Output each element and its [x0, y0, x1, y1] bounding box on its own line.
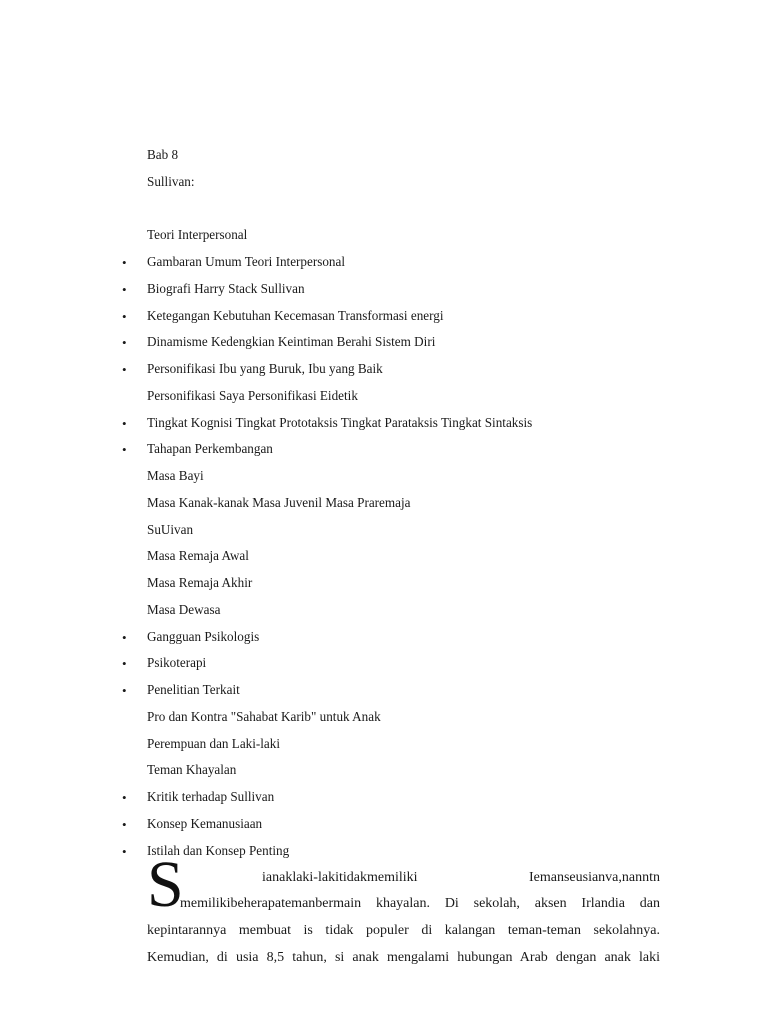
outline-bullet-item: Personifikasi Ibu yang Buruk, Ibu yang Baik	[147, 362, 383, 377]
outline-bullet-item: Dinamisme Kedengkian Keintiman Berahi Sistem Diri	[147, 335, 436, 350]
outline-bullet-item: Psikoterapi	[147, 656, 207, 671]
bullet-marker: •	[122, 442, 127, 457]
paragraph-line-1-left: ianaklaki-lakitidakmemiliki	[262, 870, 418, 885]
outline-bullet-item: Konsep Kemanusiaan	[147, 817, 263, 832]
chapter-label: Bab 8	[147, 148, 179, 163]
paragraph-line-1-right: Iemanseusianva,nanntn	[528, 870, 660, 885]
outline-sub-item: Masa Remaja Akhir	[147, 576, 253, 591]
paragraph-line-4: Kemudian, di usia 8,5 tahun, si anak mengalami hubungan Arab dengan anak laki	[147, 950, 660, 965]
drop-cap: S	[147, 848, 184, 921]
bullet-marker: •	[122, 362, 127, 377]
bullet-marker: •	[122, 656, 127, 671]
outline-sub-item: SuUivan	[147, 523, 194, 538]
bullet-marker: •	[122, 844, 127, 859]
outline-bullet-item: Penelitian Terkait	[147, 683, 240, 698]
outline-bullet-item: Kritik terhadap Sullivan	[147, 790, 275, 805]
outline-bullet-item: Gangguan Psikologis	[147, 630, 260, 645]
outline-sub-item: Masa Dewasa	[147, 603, 221, 618]
bullet-marker: •	[122, 335, 127, 350]
outline-bullet-item: Gambaran Umum Teori Interpersonal	[147, 255, 346, 270]
outline-sub-item: Masa Kanak-kanak Masa Juvenil Masa Praremaja	[147, 496, 411, 511]
outline-sub-item: Masa Bayi	[147, 469, 204, 484]
outline-sub-item: Personifikasi Saya Personifikasi Eidetik	[147, 389, 358, 404]
paragraph-line-3: kepintarannya membuat is tidak populer di kalangan teman-teman sekolahnya.	[147, 923, 660, 938]
outline-bullet-item: Biografi Harry Stack Sullivan	[147, 282, 305, 297]
paragraph-line-2: memilikibeherapatemanbermain khayalan. Di sekolah, aksen Irlandia dan	[180, 896, 660, 911]
bullet-marker: •	[122, 683, 127, 698]
outline-bullet-item: Ketegangan Kebutuhan Kecemasan Transformasi energi	[147, 309, 444, 324]
chapter-title: Teori Interpersonal	[147, 228, 248, 243]
bullet-marker: •	[122, 282, 127, 297]
bullet-marker: •	[122, 255, 127, 270]
outline-bullet-item: Tahapan Perkembangan	[147, 442, 273, 457]
bullet-marker: •	[122, 817, 127, 832]
bullet-marker: •	[122, 630, 127, 645]
author-label: Sullivan:	[147, 175, 195, 190]
outline-sub-item: Masa Remaja Awal	[147, 549, 249, 564]
bullet-marker: •	[122, 416, 127, 431]
outline-bullet-item: Tingkat Kognisi Tingkat Prototaksis Tingkat Parataksis Tingkat Sintaksis	[147, 416, 533, 431]
bullet-marker: •	[122, 309, 127, 324]
bullet-marker: •	[122, 790, 127, 805]
outline-sub-item: Pro dan Kontra "Sahabat Karib" untuk Anak	[147, 710, 381, 725]
outline-sub-item: Perempuan dan Laki-laki	[147, 737, 281, 752]
paragraph-line-1	[262, 870, 660, 886]
outline-sub-item: Teman Khayalan	[147, 763, 237, 778]
outline-bullet-item: Istilah dan Konsep Penting	[147, 844, 290, 859]
